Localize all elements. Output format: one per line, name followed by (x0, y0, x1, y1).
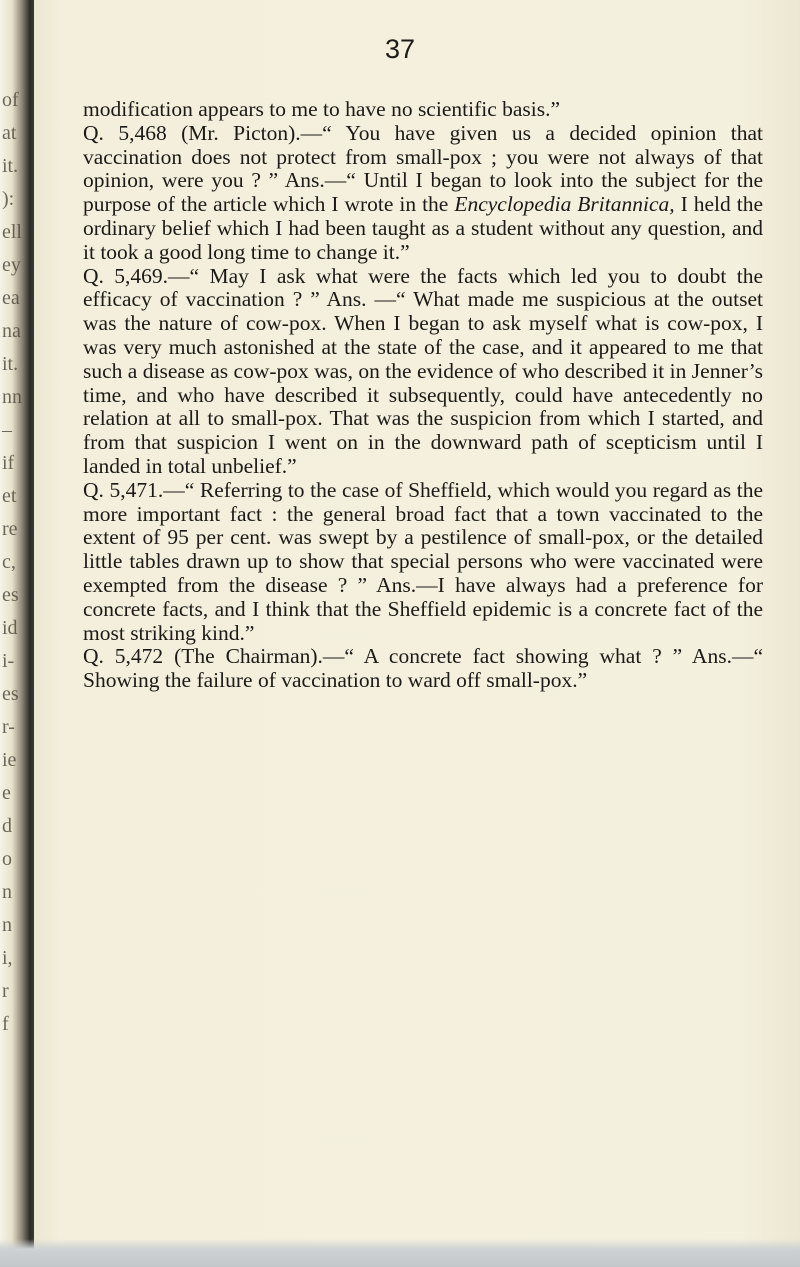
gutter-fragment: e (2, 782, 11, 804)
gutter-fragment: ell (2, 221, 22, 243)
paragraph-5: Q. 5,472 (The Chairman).—“ A concrete fact showing what ? ” Ans.—“ Showing the failure of vaccination to ward off small-pox.” (83, 644, 763, 693)
gutter-fragment: es (2, 683, 19, 705)
gutter-fragment: es (2, 584, 19, 606)
gutter-fragment: o (2, 848, 12, 870)
gutter-fragment: f (2, 1013, 9, 1035)
gutter-fragment: r- (2, 716, 15, 738)
gutter-fragment: i- (2, 650, 15, 672)
scan-bottom-edge (0, 1239, 800, 1267)
paragraph-1: modification appears to me to have no scientific basis.” (83, 97, 561, 121)
gutter-fragment: nn (2, 386, 22, 408)
gutter-fragment: it. (2, 155, 19, 177)
gutter-fragment: d (2, 815, 12, 837)
gutter-fragment: n (2, 914, 12, 936)
gutter-fragment: ): (2, 188, 15, 210)
gutter-fragment: r (2, 980, 9, 1002)
paragraph-2 (83, 122, 763, 265)
gutter-fragment: id (2, 617, 18, 639)
gutter-fragment: n (2, 881, 12, 903)
gutter-fragment: if (2, 452, 15, 474)
gutter-fragment: et (2, 485, 17, 507)
paragraph-2-text-b: I held the ordinary belief which I had been taught as a student without any question, and it took a good long time to change it.” (83, 192, 763, 264)
gutter-fragment: ea (2, 287, 20, 309)
gutter-fragment: ie (2, 749, 17, 771)
gutter-fragment: at (2, 122, 17, 144)
gutter-fragment: of (2, 89, 19, 111)
paragraph-3: Q. 5,469.—“ May I ask what were the facts which led you to doubt the efficacy of vaccination ? ” Ans. —“ What made me suspicious at the outset was the nature of cow-pox. When I began to ask myself what is cow-pox, I was very much astonished at the state of the case, and it appeared to me that such a disease as cow-pox was, on the evidence of who described it in Jenner’s time, and who have described it subsequently, could have antecedently no relation at all to small-pox. That was the suspicion from which I started, and from that suspicion I went on in the downward path of scepticism until I landed in total unbelief.” (83, 263, 763, 478)
gutter-fragment: re (2, 518, 18, 540)
gutter-fragment: c, (2, 551, 16, 573)
gutter-fragment: it. (2, 353, 19, 375)
gutter-fragment: i, (2, 947, 13, 969)
paragraph-2-book-title: Encyclopedia Britannica, (454, 192, 675, 217)
gutter-fragment: ey (2, 254, 21, 276)
body-text (83, 98, 763, 693)
gutter-fragment: na (2, 320, 21, 342)
paragraph-4: Q. 5,471.—“ Referring to the case of Sheffield, which would you regard as the more important fact : the general broad fact that a town vaccinated to the extent of 95 per cent. was swept by a pestilence of small-pox, or the detailed little tables drawn up to show that special persons who were vaccinated were exempted from the disease ? ” Ans.—I have always had a preference for concrete facts, and I think that the Sheffield epidemic is a concrete fact of the most striking kind.” (83, 477, 763, 645)
page-number: 37 (384, 34, 416, 64)
gutter-fragment: – (2, 419, 12, 441)
paragraph-2-text-a: Q. 5,468 (Mr. Picton).—“ You have given us a decided opinion that vaccination does not protect from small-pox ; you were not always of that opinion, were you ? ” Ans.—“ Until I began to look into the subject for the purpose of the article which I wrote in the (83, 120, 763, 217)
